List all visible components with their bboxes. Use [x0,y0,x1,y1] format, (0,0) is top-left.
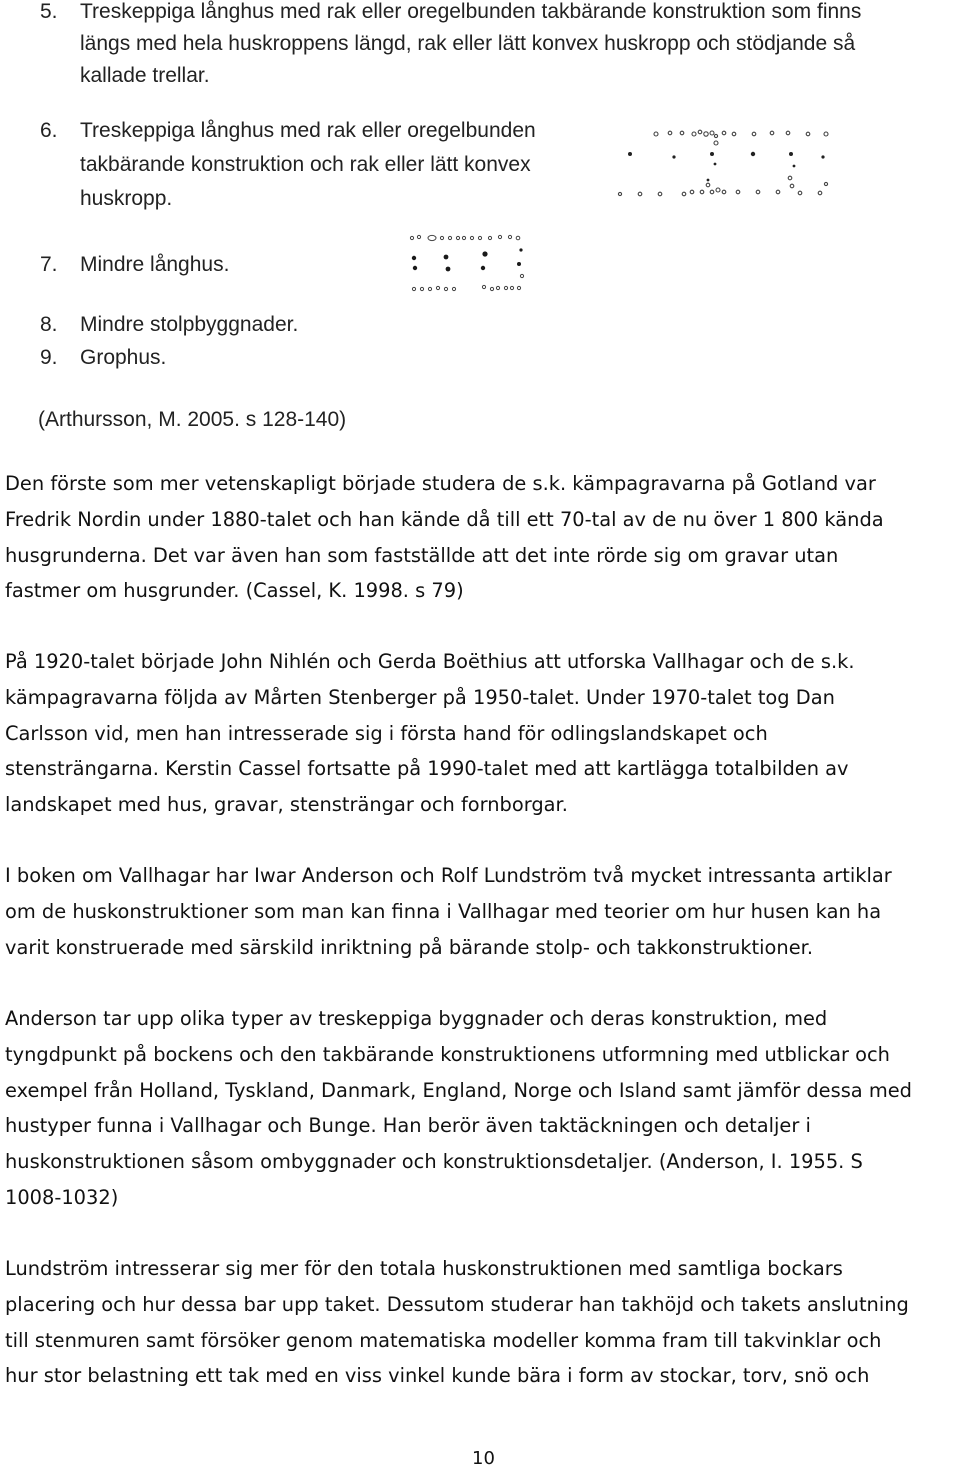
text-line: huskonstruktionen såsom ombyggnader och konstruktionsdetaljer. (Anderson, I. 1955. S [5,1150,863,1174]
list-text-line: Mindre långhus. [80,253,230,276]
text-line: varit konstruerade med särskild inriktning på bärande stolp- och takkonstruktioner. [5,935,813,959]
text-line: I boken om Vallhagar har Iwar Anderson och Rolf Lundström två mycket intressanta artiklar [5,864,892,887]
list-number: 7. [40,253,58,276]
paragraph-5 [5,1251,909,1394]
citation: (Arthursson, M. 2005. s 128-140) [38,408,347,431]
text-line: Fredrik Nordin under 1880-talet och han kände då till ett 70-tal av de nu över 1 800 kända [5,507,884,531]
list-text-line: längs med hela huskroppens längd, rak eller lätt konvex huskropp och stödjande så [80,32,856,55]
text-line: På 1920-talet började John Nihlén och Gerda Boëthius att utforska Vallhagar och de s.k. [5,650,855,673]
paragraph-4 [5,1001,912,1216]
paragraph-1 [5,466,884,609]
list-text-line: kallade trellar. [80,64,210,87]
list-text-line: Mindre stolpbyggnader. [80,313,299,336]
list-number: 5. [40,0,58,23]
page-number: 10 [472,1448,495,1469]
list-text-line: huskropp. [80,187,173,210]
list-text-line: Grophus. [80,346,167,369]
text-line: tyngdpunkt på bockens och den takbärande konstruktionens utformning med utblickar och [5,1042,890,1066]
list-number: 8. [40,313,58,336]
text-line: Anderson tar upp olika typer av treskeppiga byggnader och deras konstruktion, med [5,1007,828,1030]
paragraph-3 [5,858,892,965]
text-line: kämpagravarna följda av Mårten Stenberger på 1950-talet. Under 1970-talet tog Dan [5,685,835,709]
text-line: placering och hur dessa bar upp taket. Dessutom studerar han takhöjd och takets anslutning [5,1292,909,1316]
list-text-line: Treskeppiga långhus med rak eller oregelbunden takbärande konstruktion som finns [80,0,862,23]
list-number: 9. [40,346,58,369]
text-line: om de huskonstruktioner som man kan finna i Vallhagar med teorier om hur husen kan ha [5,899,882,923]
text-line: stensträngarna. Kerstin Cassel fortsatte på 1990-talet med att kartlägga totalbilden av [5,757,849,781]
list-number: 6. [40,119,58,142]
list-text-line: Treskeppiga långhus med rak eller oregelbunden [80,119,536,142]
text-line: Lundström intresserar sig mer för den totala huskonstruktionen med samtliga bockars [5,1257,843,1280]
list-text-line: takbärande konstruktion och rak eller lätt konvex [80,153,531,176]
longhouse-plan-figure [612,122,838,214]
paragraph-2 [5,644,855,823]
text-line: Carlsson vid, men han intresserade sig i första hand för odlingslandskapet och [5,721,768,745]
text-line: exempel från Holland, Tyskland, Danmark, England, Norge och Island samt jämför dessa med [5,1078,912,1102]
text-line: landskapet med hus, gravar, stensträngar och fornborgar. [5,793,568,817]
text-line: husgrunderna. Det var även han som fastställde att det inte rörde sig om gravar utan [5,543,839,567]
text-line: Den förste som mer vetenskapligt började studera de s.k. kämpagravarna på Gotland var [5,472,876,495]
small-longhouse-plan-figure [406,232,530,296]
text-line: hur stor belastning ett tak med en viss vinkel kunde bära i form av stockar, torv, snö och [5,1364,870,1388]
text-line: 1008-1032) [5,1185,119,1209]
text-line: fastmer om husgrunder. (Cassel, K. 1998. s 79) [5,579,464,603]
text-line: till stenmuren samt försöker genom matematiska modeller komma fram till takvinklar och [5,1328,882,1352]
text-line: hustyper funna i Vallhagar och Bunge. Han berör även taktäckningen och detaljer i [5,1114,811,1138]
